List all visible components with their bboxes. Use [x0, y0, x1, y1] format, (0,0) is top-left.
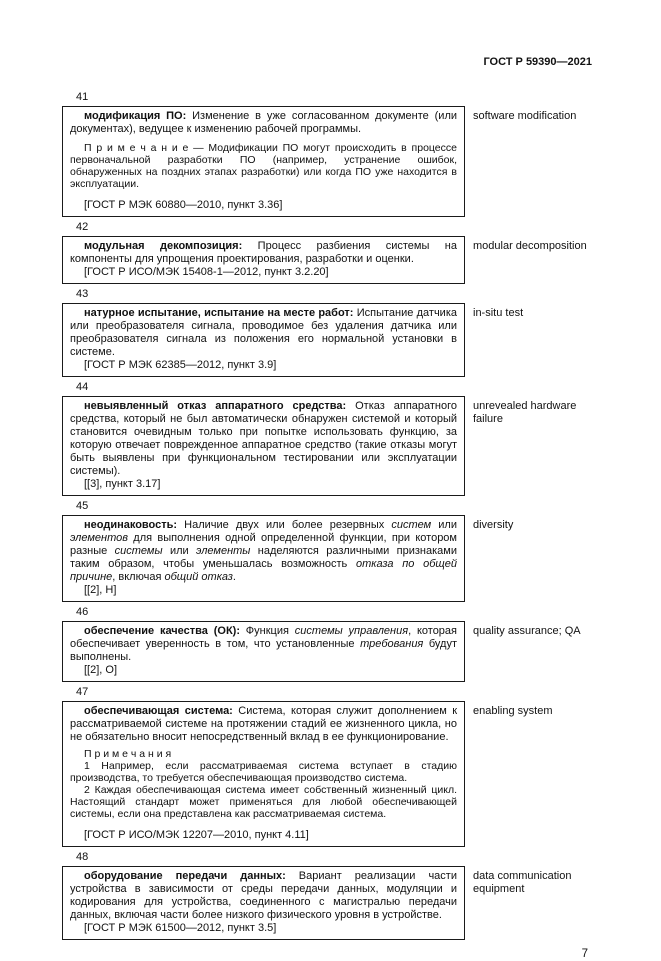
doc-code-header: ГОСТ Р 59390—2021 [483, 56, 592, 68]
definition-text: Вариант реализации части устройства в зависимости от среды передачи данных, модуляции и кодирования для устройства, соединенного с магистралью передачи данных, включая части более низкого физического уровня в устройстве. [70, 870, 457, 921]
definition-box [62, 866, 465, 940]
source-reference: [ГОСТ Р МЭК 62385—2012, пункт 3.9] [84, 359, 277, 371]
term-definition [70, 705, 457, 744]
equivalent-term-en: data communication equipment [473, 870, 572, 895]
definition-text: Функция системы управления, которая обеспечивает уверенность в том, что установленные требования будут выполнены. [70, 625, 457, 663]
definition-box [62, 303, 465, 377]
term-definition [70, 519, 457, 584]
term-ru: обеспечение качества (ОК): [84, 625, 240, 637]
source-reference: [ГОСТ Р МЭК 61500—2012, пункт 3.5] [84, 922, 277, 934]
term-ru: неодинаковость: [84, 519, 178, 531]
term-entry-43 [62, 288, 592, 377]
source-reference: [[2], О] [84, 664, 118, 676]
equivalent-term-en: in-situ test [473, 307, 524, 319]
equivalent-term-en: diversity [473, 519, 514, 531]
page-number: 7 [581, 948, 588, 960]
definition-text: Испытание датчика или преобразователя сигнала, проводимое без удаления датчика или преобразователя сигнала из положения его нормальной установки в системе. [70, 307, 457, 358]
equivalent-term-en: enabling system [473, 705, 553, 717]
source-reference: [[2], Н] [84, 584, 117, 596]
definition-box [62, 396, 465, 496]
definition-text: Отказ аппаратного средства, который не был автоматически обнаружен системой и который становится очевидным только при попытке использовать функцию, за которую отвечает поврежденное аппаратное средство (такие отказы могут быть выявлены при функциональном тестировании или эксплуатации системы). [70, 400, 458, 477]
term-definition [70, 307, 457, 359]
term-entry-42 [62, 221, 592, 284]
term-entry-45 [62, 500, 592, 602]
definition-box [62, 701, 465, 847]
entry-number: 46 [76, 606, 89, 618]
term-entry-44 [62, 381, 592, 496]
term-entry-47 [62, 686, 592, 847]
term-definition [70, 870, 457, 922]
term-definition [70, 400, 457, 478]
term-ru: модификация ПО: [84, 110, 187, 122]
term-entry-41 [62, 91, 592, 217]
equivalent-term-en: unrevealed hardware failure [473, 400, 577, 425]
definition-text: Процесс разбиения системы на компоненты для упрощения проектирования, разработки и оценки. [70, 240, 457, 265]
source-reference: [ГОСТ Р МЭК 60880—2010, пункт 3.36] [84, 199, 283, 211]
term-definition [70, 110, 457, 136]
note: П р и м е ч а н и е — Модификации ПО могут происходить в процессе первоначальной разработки ПО (например, устранение ошибок, обнаруженных на поздних этапах разработки) или когда ПО уже находится в эксплуатации. [70, 142, 457, 190]
definition-text: Изменение в уже согласованном документе (или документах), ведущее к изменению рабочей программы. [70, 110, 458, 135]
notes-title: П р и м е ч а н и я [84, 748, 172, 760]
equivalent-term-en: modular decomposition [473, 240, 587, 252]
source-reference: [ГОСТ Р ИСО/МЭК 15408-1—2012, пункт 3.2.20] [84, 266, 329, 278]
definition-text: Система, которая служит дополнением к рассматриваемой системе на протяжении стадий ее жизненного цикла, но не обязательно вносит непосредственный вклад в ее функционирование. [70, 705, 458, 743]
definition-box [62, 236, 465, 284]
entry-number: 41 [76, 91, 89, 103]
note-item: 2 Каждая обеспечивающая система имеет собственный жизненный цикл. Настоящий стандарт может применяться для любой обеспечивающей системы, если она представлена как рассматриваемая система. [70, 784, 457, 820]
definition-box [62, 106, 465, 217]
note-item: 1 Например, если рассматриваемая система вступает в стадию производства, то требуется обеспечивающая производство система. [70, 760, 457, 784]
term-definition [70, 625, 457, 664]
term-ru: обеспечивающая система: [84, 705, 233, 717]
term-entry-46 [62, 606, 592, 682]
definition-text: Наличие двух или более резервных систем или элементов для выполнения одной определенной функции, при котором разные системы или элементы наделяются различными признаками таким образом, чтобы уменьшалась возможность отказа по общей причине, включая общий отказ. [70, 519, 458, 583]
term-definition [70, 240, 457, 266]
equivalent-term-en: software modification [473, 110, 577, 122]
source-reference: [[3], пункт 3.17] [84, 478, 161, 490]
equivalent-term-en: quality assurance; QA [473, 625, 581, 637]
entry-number: 44 [76, 381, 89, 393]
entry-number: 42 [76, 221, 89, 233]
definition-box [62, 515, 465, 602]
source-reference: [ГОСТ Р ИСО/МЭК 12207—2010, пункт 4.11] [84, 829, 309, 841]
term-ru: невыявленный отказ аппаратного средства: [84, 400, 347, 412]
entry-number: 45 [76, 500, 89, 512]
term-ru: модульная декомпозиция: [84, 240, 243, 252]
term-ru: натурное испытание, испытание на месте работ: [84, 307, 354, 319]
entry-number: 48 [76, 851, 89, 863]
term-ru: оборудование передачи данных: [84, 870, 286, 882]
definition-box [62, 621, 465, 682]
term-entry-48 [62, 851, 592, 940]
entry-number: 43 [76, 288, 89, 300]
entry-number: 47 [76, 686, 89, 698]
